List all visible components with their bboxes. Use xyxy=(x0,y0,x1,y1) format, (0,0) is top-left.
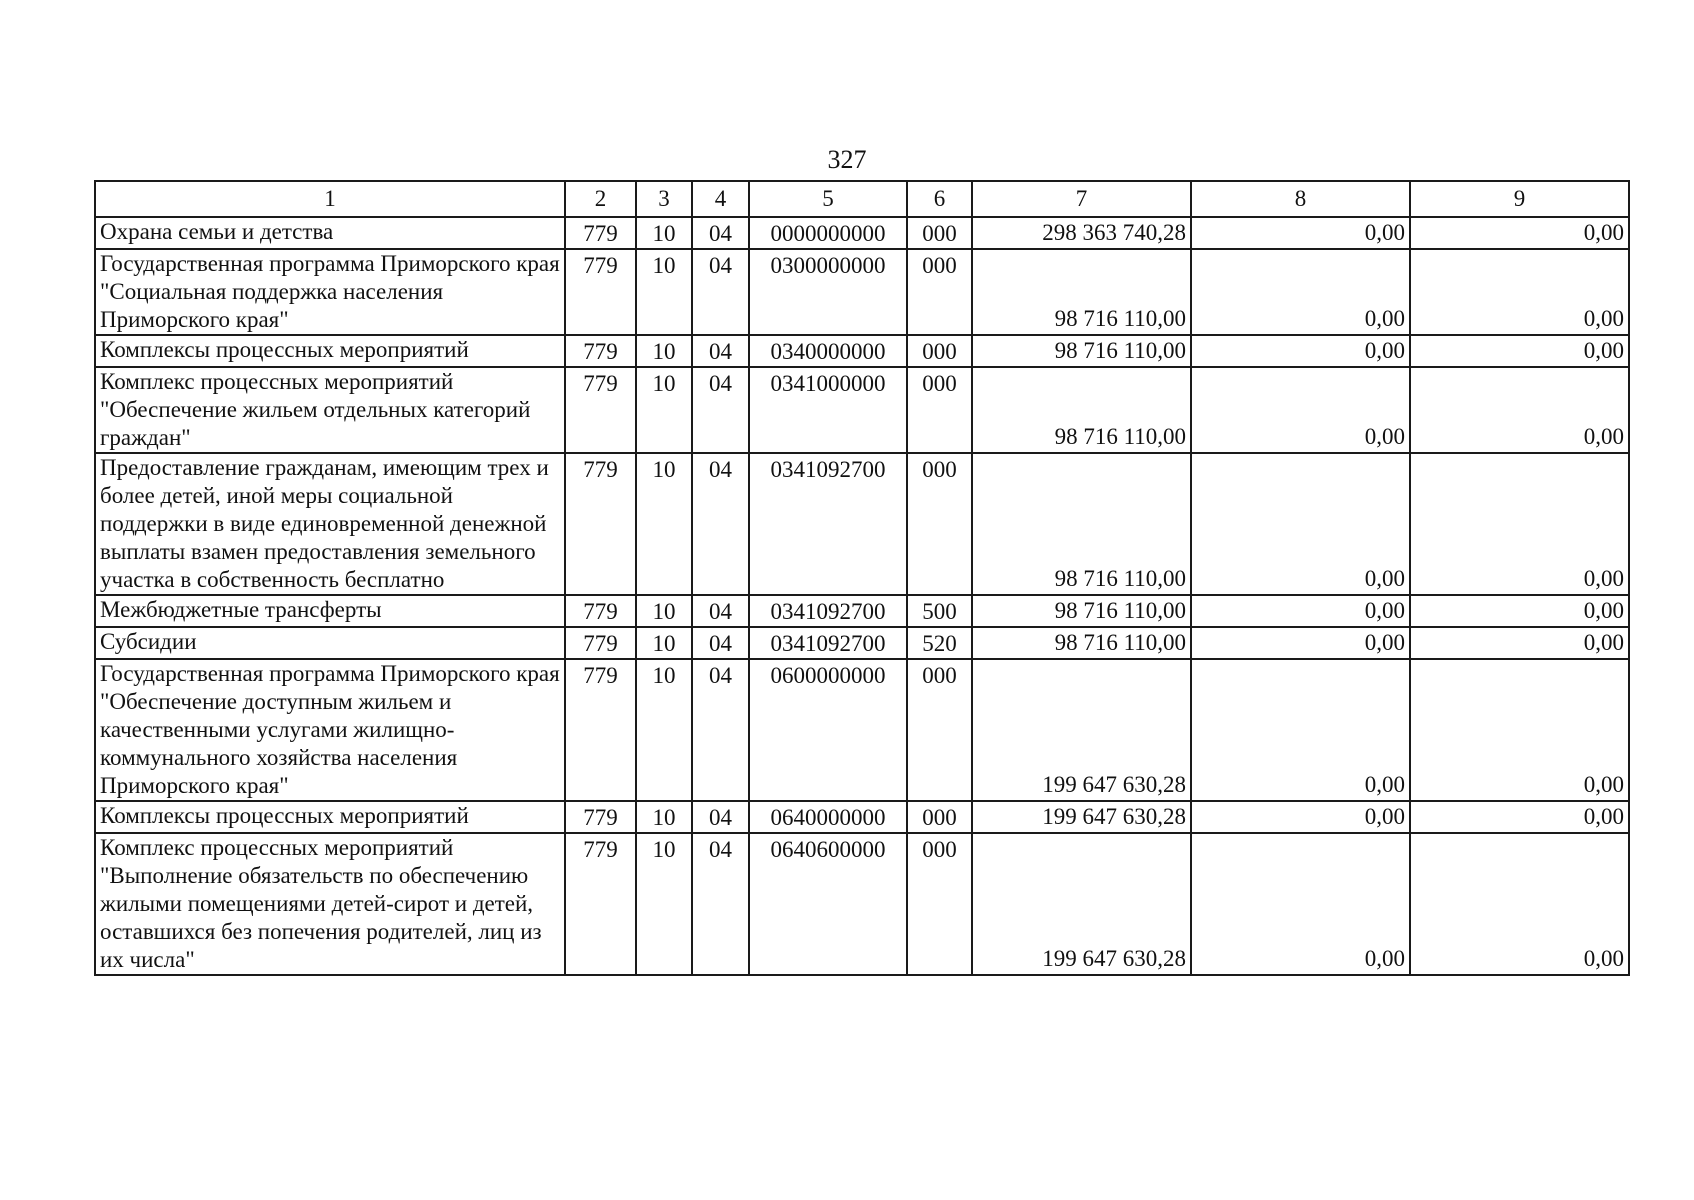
row-name-cell: Межбюджетные трансферты xyxy=(95,595,565,627)
amount-cell: 0,00 xyxy=(1191,627,1410,659)
column-header: 1 xyxy=(95,181,565,217)
code-cell: 10 xyxy=(636,627,692,659)
code-cell: 10 xyxy=(636,659,692,801)
code-cell: 0341092700 xyxy=(749,453,907,595)
code-cell: 10 xyxy=(636,335,692,367)
amount-cell: 0,00 xyxy=(1191,801,1410,833)
code-cell: 000 xyxy=(907,367,972,453)
column-header: 9 xyxy=(1410,181,1629,217)
amount-cell: 0,00 xyxy=(1410,249,1629,335)
amount-cell: 0,00 xyxy=(1410,627,1629,659)
code-cell: 000 xyxy=(907,335,972,367)
table-row xyxy=(95,249,1629,335)
amount-cell: 0,00 xyxy=(1191,335,1410,367)
table-row xyxy=(95,659,1629,801)
amount-cell: 199 647 630,28 xyxy=(972,833,1191,975)
code-cell: 0341092700 xyxy=(749,627,907,659)
code-cell: 10 xyxy=(636,367,692,453)
code-cell: 0600000000 xyxy=(749,659,907,801)
code-cell: 500 xyxy=(907,595,972,627)
amount-cell: 0,00 xyxy=(1410,217,1629,249)
row-name-cell: Комплексы процессных мероприятий xyxy=(95,801,565,833)
amount-cell: 0,00 xyxy=(1191,367,1410,453)
code-cell: 10 xyxy=(636,453,692,595)
column-header: 5 xyxy=(749,181,907,217)
column-header: 4 xyxy=(692,181,749,217)
amount-cell: 98 716 110,00 xyxy=(972,335,1191,367)
code-cell: 0340000000 xyxy=(749,335,907,367)
code-cell: 04 xyxy=(692,335,749,367)
amount-cell: 0,00 xyxy=(1191,659,1410,801)
code-cell: 0341000000 xyxy=(749,367,907,453)
code-cell: 000 xyxy=(907,801,972,833)
amount-cell: 0,00 xyxy=(1191,833,1410,975)
row-name-cell: Государственная программа Приморского края "Обеспечение доступным жильем и качественными услугами жилищно-коммунального хозяйства населения Приморского края" xyxy=(95,659,565,801)
amount-cell: 98 716 110,00 xyxy=(972,453,1191,595)
code-cell: 04 xyxy=(692,249,749,335)
amount-cell: 98 716 110,00 xyxy=(972,595,1191,627)
table-row xyxy=(95,595,1629,627)
table-row xyxy=(95,627,1629,659)
header-row xyxy=(95,181,1629,217)
code-cell: 779 xyxy=(565,367,636,453)
code-cell: 000 xyxy=(907,249,972,335)
code-cell: 0640600000 xyxy=(749,833,907,975)
amount-cell: 0,00 xyxy=(1191,217,1410,249)
code-cell: 000 xyxy=(907,833,972,975)
amount-cell: 0,00 xyxy=(1410,659,1629,801)
column-header: 2 xyxy=(565,181,636,217)
code-cell: 000 xyxy=(907,217,972,249)
column-header: 7 xyxy=(972,181,1191,217)
row-name-cell: Комплекс процессных мероприятий "Обеспечение жильем отдельных категорий граждан" xyxy=(95,367,565,453)
budget-table xyxy=(94,180,1630,976)
amount-cell: 0,00 xyxy=(1410,453,1629,595)
row-name-cell: Комплексы процессных мероприятий xyxy=(95,335,565,367)
table-row xyxy=(95,801,1629,833)
code-cell: 04 xyxy=(692,595,749,627)
row-name-cell: Охрана семьи и детства xyxy=(95,217,565,249)
amount-cell: 0,00 xyxy=(1410,367,1629,453)
row-name-cell: Субсидии xyxy=(95,627,565,659)
code-cell: 0341092700 xyxy=(749,595,907,627)
column-header: 8 xyxy=(1191,181,1410,217)
code-cell: 04 xyxy=(692,659,749,801)
code-cell: 04 xyxy=(692,453,749,595)
code-cell: 000 xyxy=(907,659,972,801)
code-cell: 520 xyxy=(907,627,972,659)
amount-cell: 0,00 xyxy=(1410,595,1629,627)
code-cell: 779 xyxy=(565,595,636,627)
code-cell: 779 xyxy=(565,659,636,801)
code-cell: 10 xyxy=(636,595,692,627)
table-row xyxy=(95,367,1629,453)
code-cell: 10 xyxy=(636,249,692,335)
code-cell: 779 xyxy=(565,217,636,249)
amount-cell: 199 647 630,28 xyxy=(972,659,1191,801)
code-cell: 779 xyxy=(565,627,636,659)
code-cell: 779 xyxy=(565,335,636,367)
code-cell: 000 xyxy=(907,453,972,595)
code-cell: 0000000000 xyxy=(749,217,907,249)
amount-cell: 298 363 740,28 xyxy=(972,217,1191,249)
row-name-cell: Предоставление гражданам, имеющим трех и более детей, иной меры социальной поддержки в виде единовременной денежной выплаты взамен предоставления земельного участка в собственность бесплатно xyxy=(95,453,565,595)
code-cell: 0300000000 xyxy=(749,249,907,335)
code-cell: 04 xyxy=(692,627,749,659)
code-cell: 04 xyxy=(692,217,749,249)
table-row xyxy=(95,453,1629,595)
amount-cell: 0,00 xyxy=(1410,335,1629,367)
table-row xyxy=(95,335,1629,367)
column-header: 3 xyxy=(636,181,692,217)
row-name-cell: Комплекс процессных мероприятий "Выполнение обязательств по обеспечению жилыми помещениями детей-сирот и детей, оставшихся без попечения родителей, лиц из их числа" xyxy=(95,833,565,975)
code-cell: 10 xyxy=(636,833,692,975)
code-cell: 0640000000 xyxy=(749,801,907,833)
amount-cell: 98 716 110,00 xyxy=(972,627,1191,659)
amount-cell: 199 647 630,28 xyxy=(972,801,1191,833)
code-cell: 04 xyxy=(692,833,749,975)
code-cell: 779 xyxy=(565,833,636,975)
column-header: 6 xyxy=(907,181,972,217)
amount-cell: 0,00 xyxy=(1191,595,1410,627)
table-row xyxy=(95,833,1629,975)
code-cell: 779 xyxy=(565,249,636,335)
code-cell: 10 xyxy=(636,217,692,249)
amount-cell: 98 716 110,00 xyxy=(972,249,1191,335)
code-cell: 779 xyxy=(565,453,636,595)
code-cell: 779 xyxy=(565,801,636,833)
code-cell: 04 xyxy=(692,801,749,833)
row-name-cell: Государственная программа Приморского края "Социальная поддержка населения Приморского края" xyxy=(95,249,565,335)
table-body xyxy=(95,217,1629,975)
amount-cell: 0,00 xyxy=(1410,833,1629,975)
amount-cell: 98 716 110,00 xyxy=(972,367,1191,453)
amount-cell: 0,00 xyxy=(1191,249,1410,335)
amount-cell: 0,00 xyxy=(1410,801,1629,833)
page-number: 327 xyxy=(827,145,867,174)
code-cell: 04 xyxy=(692,367,749,453)
code-cell: 10 xyxy=(636,801,692,833)
table-row xyxy=(95,217,1629,249)
amount-cell: 0,00 xyxy=(1191,453,1410,595)
